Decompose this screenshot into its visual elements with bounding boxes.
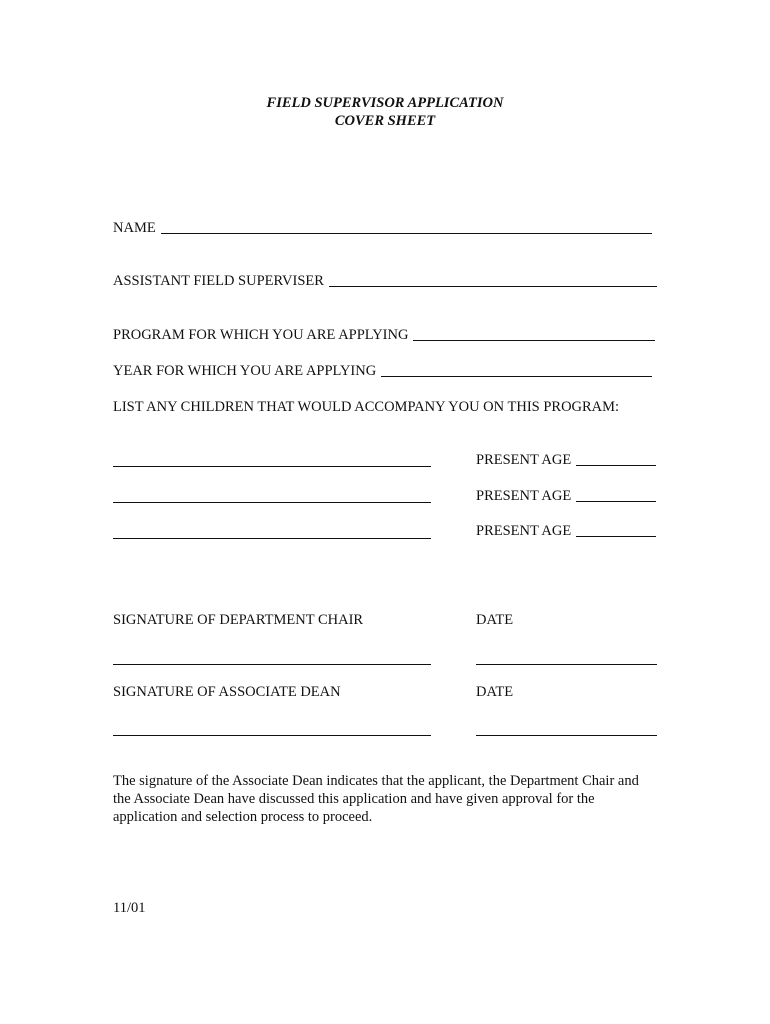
year-label: YEAR FOR WHICH YOU ARE APPLYING xyxy=(113,363,377,379)
assistant-field-row xyxy=(113,272,657,290)
child-age-row xyxy=(476,522,656,540)
child-age-input-line[interactable] xyxy=(576,451,656,466)
assistant-supervisor-label: ASSISTANT FIELD SUPERVISER xyxy=(113,273,324,289)
document-title: FIELD SUPERVISOR APPLICATION xyxy=(266,95,504,111)
year-field-row xyxy=(113,362,652,380)
present-age-label: PRESENT AGE xyxy=(476,523,572,539)
assistant-supervisor-input-line[interactable] xyxy=(329,272,657,287)
name-label: NAME xyxy=(113,220,156,236)
associate-dean-signature-line[interactable] xyxy=(113,735,431,736)
program-input-line[interactable] xyxy=(413,326,655,341)
revision-date: 11/01 xyxy=(113,900,146,916)
child-age-row xyxy=(476,487,656,505)
child-name-line[interactable] xyxy=(113,466,431,467)
associate-dean-date-line[interactable] xyxy=(476,735,657,736)
program-label: PROGRAM FOR WHICH YOU ARE APPLYING xyxy=(113,327,409,343)
child-age-input-line[interactable] xyxy=(576,487,656,502)
child-age-row xyxy=(476,451,656,469)
program-field-row xyxy=(113,326,655,344)
name-field-row xyxy=(113,219,652,237)
department-chair-date-line[interactable] xyxy=(476,664,657,665)
year-input-line[interactable] xyxy=(381,362,652,377)
department-chair-signature-line[interactable] xyxy=(113,664,431,665)
present-age-label: PRESENT AGE xyxy=(476,488,572,504)
child-age-input-line[interactable] xyxy=(576,522,656,537)
name-input-line[interactable] xyxy=(161,219,652,234)
child-name-line[interactable] xyxy=(113,502,431,503)
children-label: LIST ANY CHILDREN THAT WOULD ACCOMPANY YOU ON THIS PROGRAM: xyxy=(113,399,620,415)
associate-dean-signature-label: SIGNATURE OF ASSOCIATE DEAN xyxy=(113,684,341,700)
department-chair-date-label: DATE xyxy=(476,612,514,628)
document-subtitle: COVER SHEET xyxy=(334,113,436,129)
department-chair-signature-label: SIGNATURE OF DEPARTMENT CHAIR xyxy=(113,612,364,628)
approval-note-paragraph: The signature of the Associate Dean indicates that the applicant, the Department Chair and the Associate Dean have discussed this application and have given approval for the application and selection process to proceed. xyxy=(113,773,639,825)
child-name-line[interactable] xyxy=(113,538,431,539)
associate-dean-date-label: DATE xyxy=(476,684,514,700)
present-age-label: PRESENT AGE xyxy=(476,452,572,468)
